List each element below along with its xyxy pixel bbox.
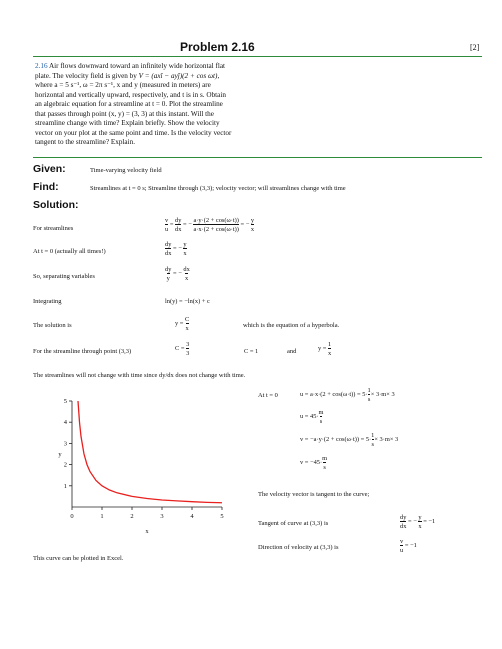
fraction-denominator: x <box>418 522 422 530</box>
fraction-denominator: dx <box>165 249 172 257</box>
equals-minus: = − <box>240 221 250 229</box>
u-value: u = 45· <box>300 413 319 421</box>
direction-equation <box>400 538 417 554</box>
equals-minus: = − <box>173 270 182 278</box>
u-equation <box>300 387 395 403</box>
streamlines-label: For streamlines <box>33 225 74 232</box>
fraction-denominator: u <box>165 225 169 233</box>
fraction-numerator: y <box>418 514 422 521</box>
c-value: C = 1 <box>244 348 259 355</box>
x-tick-label: 1 <box>100 513 104 520</box>
tangent-result: = −1 <box>423 518 436 526</box>
page-number: [2] <box>470 43 480 52</box>
fraction-numerator: 1 <box>371 432 375 439</box>
find-label: Find: <box>33 181 59 193</box>
fraction-denominator: dx <box>175 225 182 233</box>
fraction-numerator: 3 <box>186 341 190 348</box>
fraction-numerator: dy <box>175 217 182 224</box>
v-result <box>300 455 327 471</box>
fraction-numerator: a·y·(2 + cos(ω·t)) <box>193 217 239 224</box>
v-equation <box>300 432 398 448</box>
x-tick-label: 3 <box>160 513 164 520</box>
y-tick-label: 1 <box>63 482 67 490</box>
fraction-denominator: x <box>185 274 189 282</box>
y-equals: y = <box>175 320 184 328</box>
separating-label: So, separating variables <box>33 273 95 280</box>
y-tick-label: 3 <box>63 440 67 448</box>
x-tick-label: 0 <box>70 513 74 520</box>
fraction-numerator: dx <box>183 266 190 273</box>
u-expression: u = a·x·(2 + cos(ω·t)) = 5· <box>300 391 368 399</box>
integrating-label: Integrating <box>33 298 62 305</box>
x-axis-label: x <box>145 528 149 535</box>
v-expression-tail: × 3·m× 3 <box>374 436 399 444</box>
fraction-numerator: y <box>250 217 255 224</box>
c-equals: C = <box>175 345 185 353</box>
given-label: Given: <box>33 163 66 175</box>
u-expression-tail: × 3·m× 3 <box>370 391 395 399</box>
y-tick-label: 5 <box>63 398 67 405</box>
tangent-label: Tangent of curve at (3,3) is <box>258 520 329 527</box>
excel-note: This curve can be plotted in Excel. <box>33 555 124 562</box>
equals-minus: = − <box>183 221 192 229</box>
equals-sign: = <box>169 221 174 229</box>
point-label: For the streamline through point (3,3) <box>33 348 132 355</box>
fraction-denominator: y <box>166 274 170 282</box>
fraction-denominator: x <box>250 225 255 233</box>
no-change-text: The streamlines will not change with time since dy/dx does not change with time. <box>33 372 246 379</box>
solution-label: Solution: <box>33 199 79 211</box>
fraction-numerator: v <box>400 538 404 545</box>
find-text: Streamlines at t = 0 s; Streamline through (3,3); velocity vector; will streamlines change with time <box>90 185 346 192</box>
given-text: Time-varying velocity field <box>90 167 162 174</box>
statement-line: where a = 5 s⁻¹, ω = 2π s⁻¹, x and y (measured in meters) are <box>35 81 211 89</box>
statement-line: an algebraic equation for a streamline at t = 0. Plot the streamline <box>35 100 223 108</box>
fraction-numerator: dy <box>400 514 407 521</box>
equals-minus: = − <box>173 245 182 253</box>
v-expression: v = −a·y·(2 + cos(ω·t)) = 5· <box>300 436 372 444</box>
page-title: Problem 2.16 <box>180 40 255 54</box>
streamline-curve <box>78 401 222 503</box>
fraction-numerator: m <box>318 409 324 416</box>
top-rule <box>33 56 482 57</box>
fraction-numerator: C <box>185 316 190 323</box>
y-tick-label: 2 <box>63 461 67 469</box>
streamline-equation <box>165 217 254 233</box>
fraction-denominator: s <box>319 417 323 425</box>
fraction-denominator: x <box>328 349 332 357</box>
direction-label: Direction of velocity at (3,3) is <box>258 544 339 551</box>
problem-statement <box>35 62 257 148</box>
tangent-note: The velocity vector is tangent to the curve; <box>258 491 370 498</box>
velocity-expression: V = (axî − ayĵ)(2 + cos ωt), <box>138 71 220 80</box>
fraction-numerator: 1 <box>328 341 332 348</box>
t0-label: At t = 0 (actually all times!) <box>33 248 106 255</box>
t0-equation <box>165 241 187 257</box>
fraction-numerator: m <box>322 455 328 462</box>
fraction-denominator: a·x·(2 + cos(ω·t)) <box>193 225 239 233</box>
statement-line: streamline change with time? Explain briefly. Show the velocity <box>35 119 220 127</box>
fraction-numerator: 1 <box>367 387 371 394</box>
fraction-denominator: dx <box>400 522 407 530</box>
fraction-denominator: x <box>185 324 189 332</box>
x-tick-label: 4 <box>190 513 194 520</box>
integrated-equation: ln(y) = −ln(x) + c <box>165 298 210 305</box>
hyperbola-equation <box>175 316 189 332</box>
fraction-numerator: dy <box>165 241 172 248</box>
streamline-result <box>318 341 331 357</box>
fraction-denominator: 3 <box>186 349 190 357</box>
statement-line: Air flows downward toward an infinitely wide horizontal flat <box>48 62 226 70</box>
at-t0-label: At t = 0 <box>258 392 278 399</box>
statement-line: tangent to the streamline? Explain. <box>35 138 135 146</box>
v-value: v = −45· <box>300 459 323 467</box>
solution-is-label: The solution is <box>33 322 72 329</box>
statement-line: vector on your plot at the same point and time. Is the velocity vector <box>35 128 232 137</box>
bottom-rule <box>33 157 482 158</box>
statement-line: horizontal and vertically upward, respectively, and t is in s. Obtain <box>35 90 226 99</box>
constant-equation <box>175 341 189 357</box>
separated-equation <box>165 266 190 282</box>
x-tick-label: 5 <box>220 513 224 520</box>
hyperbola-note: which is the equation of a hyperbola. <box>243 322 340 329</box>
tangent-equation <box>400 514 435 530</box>
streamline-plot <box>50 393 230 538</box>
y-tick-label: 4 <box>63 419 67 427</box>
fraction-denominator: s <box>323 463 326 471</box>
fraction-numerator: y <box>183 241 187 248</box>
fraction-denominator: x <box>183 249 187 257</box>
u-result <box>300 409 324 425</box>
y-equals: y = <box>318 345 327 353</box>
statement-line: plate. The velocity field is given by <box>35 71 139 80</box>
fraction-denominator: s <box>371 440 374 448</box>
fraction-denominator: u <box>400 546 404 554</box>
problem-number: 2.16 <box>35 62 48 70</box>
x-tick-label: 2 <box>130 513 134 520</box>
direction-result: = −1 <box>404 542 417 550</box>
and-word: and <box>287 348 297 355</box>
fraction-numerator: dy <box>165 266 172 273</box>
y-axis-label: y <box>58 451 62 458</box>
fraction-denominator: s <box>367 395 371 403</box>
fraction-numerator: v <box>165 217 169 224</box>
equals-minus: = − <box>408 518 417 526</box>
statement-line: that passes through point (x, y) = (3, 3) at this instant. Will the <box>35 109 214 118</box>
